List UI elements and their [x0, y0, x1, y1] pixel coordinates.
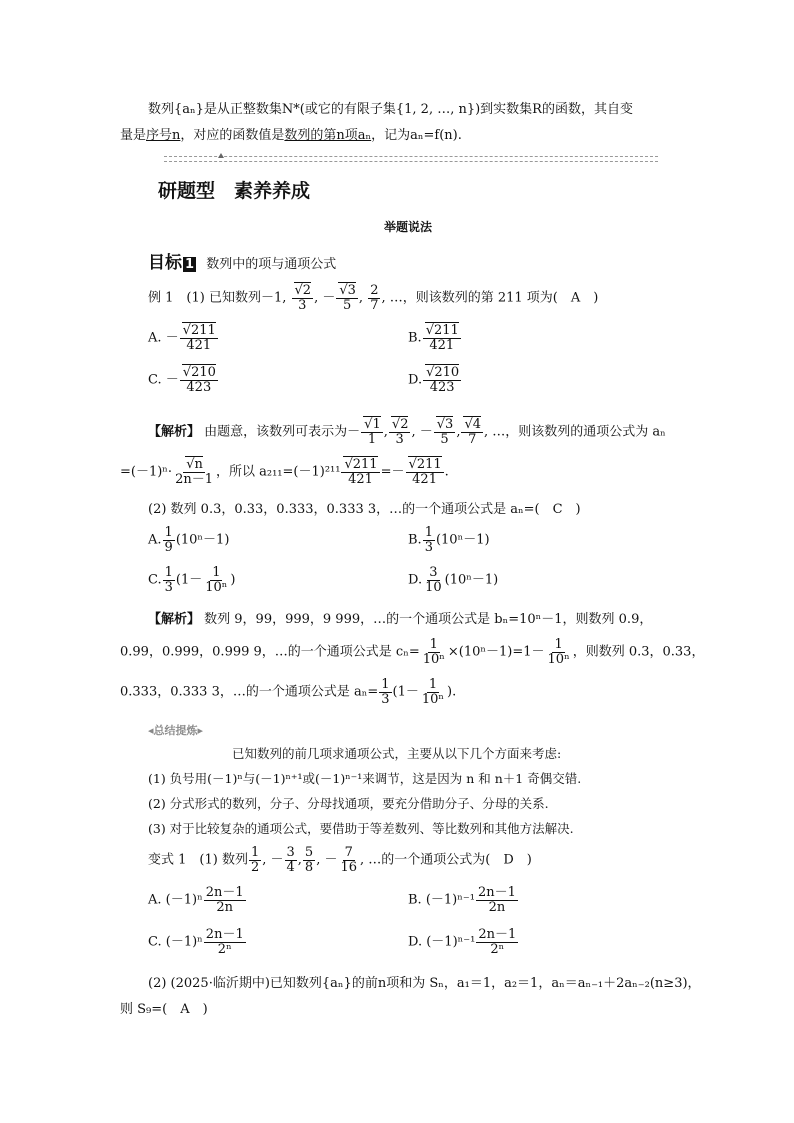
option-b: B. √ $\frac{211}{421}$: [408, 324, 462, 352]
analysis-2-text-2c: ，则数列 0.3，0.33，: [572, 644, 705, 660]
ex1-2-option-c: C. $\frac{1}{3}$ (1－ $\frac{1}{\text{10ⁿ}}$ ): [148, 565, 236, 595]
analysis-2-text-1: 数列 9，99，999，9 999，…的一个通项公式是 bₙ=10ⁿ－1，则数列 0.9，: [200, 612, 653, 627]
variant-option-d: D. (－1)ⁿ⁻¹ $\frac{2n-1}{\text{2ⁿ}}$: [408, 927, 517, 957]
subtitle: 举题说法: [384, 220, 433, 234]
ex1-2-a-label: A.: [148, 532, 162, 548]
option-a-label: A.: [148, 330, 162, 346]
intro-text-a: 量是: [120, 128, 147, 143]
intro-line-1: 数列{aₙ}是从正整数集N*(或它的有限子集{1, 2, …, n})到实数集R的函数，其自变: [148, 102, 633, 117]
analysis-1-text-d: ，所以 a₂₁₁=(－1)²¹¹: [216, 464, 341, 480]
summary-point-2: (2) 分式形式的数列，分子、分母找通项，要充分借助分子、分母的关系.: [148, 796, 549, 811]
divider-marker-icon: [218, 153, 224, 158]
summary-point-3: (3) 对于比较复杂的通项公式，要借助于等差数列、等比数列和其他方法解决.: [148, 821, 574, 836]
ex1-2-option-d: D. $\frac{3}{10}$ (10ⁿ－1): [408, 565, 499, 595]
option-a: A. － √ $\frac{211}{421}$: [148, 324, 219, 352]
analysis-2-tag: 【解析】: [148, 612, 201, 627]
option-d: D. √ $\frac{210}{423}$: [408, 366, 462, 394]
target-label: 目标: [148, 253, 182, 273]
intro-blank-2: 数列的第n项aₙ: [284, 128, 372, 143]
ex1-2-c-label: C.: [148, 572, 162, 588]
option-c: C. － √ $\frac{210}{423}$: [148, 366, 219, 394]
summary-point-1: (1) 负号用(－1)ⁿ与(－1)ⁿ⁺¹或(－1)ⁿ⁻¹来调节，这是因为 n 和 n＋1 奇偶交错.: [148, 771, 582, 786]
section-title: 研题型 素养养成: [158, 180, 311, 202]
option-b-label: B.: [408, 330, 422, 346]
variant-1-question: 变式 1 (1) 数列 $\frac{1}{2}$ , － $\frac{3}{4}$ , $\frac{5}{8}$ , － $\frac{7}{16}$ , …的一个通项公式为( D ): [148, 845, 532, 875]
example-1-part-2: (2) 数列 0.3，0.33，0.333，0.333 3，…的一个通项公式是 aₙ=( C ): [148, 502, 581, 517]
ex1-2-b-label: B.: [408, 532, 422, 548]
option-d-label: D.: [408, 372, 423, 388]
analysis-1-text-e: =: [380, 464, 392, 480]
example-1-question: 例 1 (1) 已知数列－1, √ $\frac{2}{3}$ , － √ $\frac{3}{5}$ , $\frac{2}{7}$ , …，则该数列的第 211 项为( A ): [148, 284, 598, 312]
variant-a-label: A. (－1)ⁿ: [148, 892, 203, 908]
variant-option-a: A. (－1)ⁿ $\frac{2n-1}{2n}$: [148, 885, 244, 915]
ex1-suffix: , …，则该数列的第 211 项为( A ): [381, 290, 599, 306]
variant-option-b: B. (－1)ⁿ⁻¹ $\frac{2n-1}{2n}$: [408, 885, 516, 915]
section-divider: [164, 156, 658, 162]
analysis-1-text-a: 由题意，该数列可表示为: [200, 424, 348, 440]
variant-c-label: C. (－1)ⁿ: [148, 934, 203, 950]
summary-title: ◂总结提炼▸: [148, 724, 204, 737]
target-number: 1: [185, 257, 195, 272]
variant-1-prefix: 变式 1 (1) 数列: [148, 852, 248, 868]
intro-text-b: ，对应的函数值是: [180, 128, 285, 143]
analysis-2-line-2: 0.99，0.999，0.999 9，…的一个通项公式是 cₙ= $\frac{1}{\text{10ⁿ}}$ ×(10ⁿ－1)=1－ $\frac{1}{\text{10ⁿ}}$ ，则数列 0.3，0.33，: [120, 637, 705, 667]
ex1-2-d-label: D.: [408, 572, 423, 588]
variant-1-suffix: , …的一个通项公式为( D ): [360, 852, 532, 868]
variant-1-part-2-line-1: (2) (2025·临沂期中)已知数列{aₙ}的前n项和为 Sₙ，a₁＝1，a₂＝1，aₙ＝aₙ₋₁＋2aₙ₋₂(n≥3)，: [148, 976, 701, 991]
analysis-2-text-2a: 0.99，0.999，0.999 9，…的一个通项公式是 cₙ=: [120, 644, 420, 660]
variant-option-c: C. (－1)ⁿ $\frac{2n-1}{\text{2ⁿ}}$: [148, 927, 244, 957]
summary-intro: 已知数列的前几项求通项公式，主要从以下几个方面来考虑:: [232, 746, 562, 761]
ex1-prefix: 例 1 (1) 已知数列－1,: [148, 290, 287, 306]
option-c-label: C.: [148, 372, 162, 388]
ex1-2-option-a: A. $\frac{1}{9}$ (10ⁿ－1): [148, 525, 230, 555]
analysis-2-text-2b: ×(10ⁿ－1)=1－: [447, 644, 545, 660]
intro-line-2: [120, 124, 462, 143]
analysis-1-line-1: 【解析】 由题意，该数列可表示为－ √ $\frac{1}{1}$ , √ $\frac{2}{3}$ , － √ $\frac{3}{5}$ , √ $\frac{4}{7}$ , …，则该数列的通项公式为 aₙ: [148, 418, 666, 446]
analysis-1-line-2: =(－1)ⁿ· √ $\frac{n}{2n-1}$ ，所以 a₂₁₁=(－1)²¹¹ √ $\frac{211}{421}$ =－ √ $\frac{211}{421}$ .: [120, 458, 449, 486]
target-heading: [148, 248, 336, 273]
analysis-1-tag: 【解析】: [148, 424, 201, 440]
analysis-2-text-3a: 0.333，0.333 3，…的一个通项公式是 aₙ=: [120, 684, 379, 700]
intro-text-c: ，记为aₙ=f(n).: [371, 128, 462, 143]
variant-1-part-2-line-2: 则 S₉=( A ): [120, 1002, 208, 1017]
analysis-1-text-b: , …，则该数列的通项公式为 aₙ: [484, 424, 666, 440]
variant-b-label: B. (－1)ⁿ⁻¹: [408, 892, 475, 908]
analysis-2-line-1: [148, 608, 652, 627]
variant-d-label: D. (－1)ⁿ⁻¹: [408, 934, 476, 950]
analysis-1-text-c: =(－1)ⁿ·: [120, 464, 173, 480]
intro-blank-1: 序号n: [146, 128, 181, 143]
analysis-2-line-3: 0.333，0.333 3，…的一个通项公式是 aₙ= $\frac{1}{3}$ (1－ $\frac{1}{\text{10ⁿ}}$ ).: [120, 677, 457, 707]
ex1-2-option-b: B. $\frac{1}{3}$ (10ⁿ－1): [408, 525, 490, 555]
target-text: 数列中的项与通项公式: [206, 257, 337, 272]
